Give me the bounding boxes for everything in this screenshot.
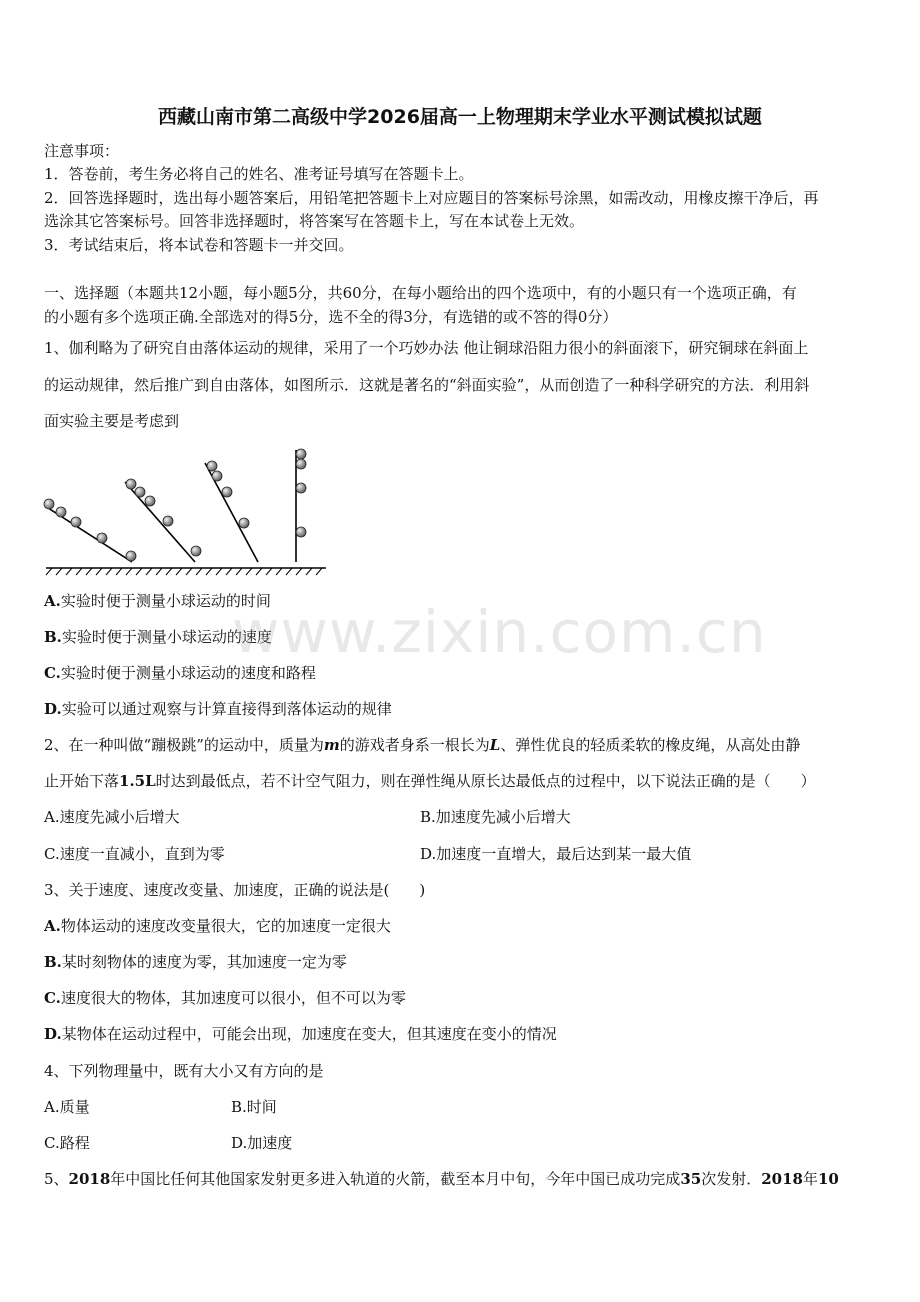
q2-stem-line-1: 2、在一种叫做“蹦极跳”的运动中，质量为m的游戏者身系一根长为L、弹性优良的轻质柔软的橡皮绳，从高处由静 (44, 736, 801, 754)
q1-stem-line-2: 的运动规律，然后推广到自由落体，如图所示．这就是著名的“斜面实验”，从而创造了一种科学研究的方法．利用斜 (44, 376, 810, 394)
notice-item-2-cont: 选涂其它答案标号。回答非选择题时，将答案写在答题卡上，写在本试卷上无效。 (44, 212, 585, 230)
q4-stem: 4、下列物理量中，既有大小又有方向的是 (44, 1062, 324, 1080)
q1-stem-line-3: 面实验主要是考虑到 (44, 412, 180, 430)
notice-item-3: 3．考试结束后，将本试卷和答题卡一并交回。 (44, 236, 354, 254)
notice-item-2: 2．回答选择题时，选出每小题答案后，用铅笔把答题卡上对应题目的答案标号涂黑，如需改动，用橡皮擦干净后，再 (44, 189, 819, 207)
incline-lines (45, 450, 296, 562)
q2-option-a: A.速度先减小后增大 (44, 808, 180, 826)
section-heading-line-1: 一、选择题（本题共12小题，每小题5分，共60分，在每小题给出的四个选项中，有的小题只有一个选项正确，有 (44, 284, 797, 302)
q4-option-a: A.质量 (44, 1098, 90, 1116)
q1-option-d: D.实验可以通过观察与计算直接得到落体运动的规律 (44, 700, 392, 718)
inclined-plane-figure (40, 444, 332, 578)
q4-option-b: B.时间 (231, 1098, 277, 1116)
q2-option-d: D.加速度一直增大，最后达到某一最大值 (420, 845, 692, 863)
q1-option-a: A.实验时便于测量小球运动的时间 (44, 592, 271, 610)
q1-option-c: C.实验时便于测量小球运动的速度和路程 (44, 664, 316, 682)
q3-stem: 3、关于速度、速度改变量、加速度，正确的说法是( ) (44, 881, 426, 899)
q3-option-c: C.速度很大的物体，其加速度可以很小，但不可以为零 (44, 989, 406, 1007)
watermark: www.zixin.com.cn (232, 598, 767, 666)
q3-option-d: D.某物体在运动过程中，可能会出现，加速度在变大，但其速度在变小的情况 (44, 1025, 557, 1043)
q1-option-b: B.实验时便于测量小球运动的速度 (44, 628, 272, 646)
section-heading-line-2: 的小题有多个选项正确.全部选对的得5分，选不全的得3分，有选错的或不答的得0分） (44, 308, 618, 326)
q1-stem-line-1: 1、伽利略为了研究自由落体运动的规律，采用了一个巧妙办法 他让铜球沿阻力很小的斜面滚下，研究铜球在斜面上 (44, 339, 809, 357)
balls (44, 449, 306, 561)
notice-item-1: 1．答卷前，考生务必将自己的姓名、准考证号填写在答题卡上。 (44, 165, 474, 183)
q2-option-c: C.速度一直减小，直到为零 (44, 845, 225, 863)
notice-heading: 注意事项： (44, 142, 120, 160)
q2-option-b: B.加速度先减小后增大 (420, 808, 571, 826)
q5-stem-line-1: 5、2018年中国比任何其他国家发射更多进入轨道的火箭，截至本月中旬，今年中国已成功完成35次发射．2018年10 (44, 1170, 839, 1188)
q3-option-a: A.物体运动的速度改变量很大，它的加速度一定很大 (44, 917, 391, 935)
q2-stem-line-2: 止开始下落1.5L时达到最低点，若不计空气阻力，则在弹性绳从原长达最低点的过程中，以下说法正确的是（ ） (44, 772, 816, 790)
q4-option-d: D.加速度 (231, 1134, 293, 1152)
q4-option-c: C.路程 (44, 1134, 90, 1152)
page-title: 西藏山南市第二高级中学2026届高一上物理期末学业水平测试模拟试题 (158, 106, 762, 128)
q3-option-b: B.某时刻物体的速度为零，其加速度一定为零 (44, 953, 347, 971)
ground-hatching (46, 568, 322, 575)
